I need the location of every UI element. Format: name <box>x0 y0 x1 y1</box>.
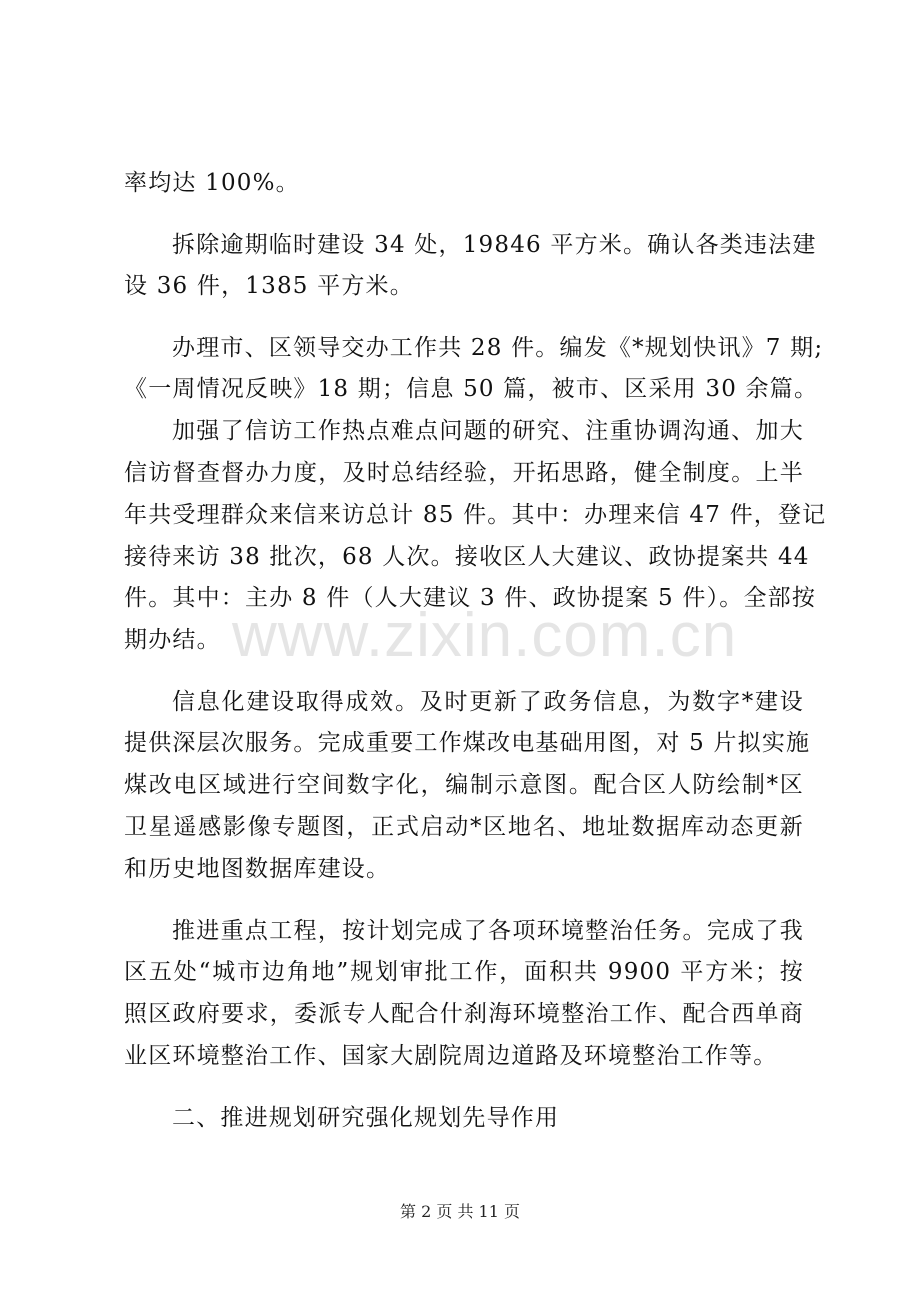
text-line: 和历史地图数据库建设。 <box>124 856 391 882</box>
text-line: 业区环境整治工作、国家大剧院周边道路及环境整治工作等。 <box>124 1043 778 1069</box>
watermark: www.zixin.com.cn <box>232 601 738 670</box>
text-line: 拆除逾期临时建设 34 处，19846 平方米。确认各类违法建 <box>172 232 817 258</box>
text-line: 推进重点工程，按计划完成了各项环境整治任务。完成了我 <box>172 918 804 944</box>
text-line: 卫星遥感影像专题图，正式启动*区地名、地址数据库动态更新 <box>124 814 804 840</box>
section-heading: 二、推进规划研究强化规划先导作用 <box>172 1105 560 1131</box>
text-line: 率均达 100%。 <box>124 170 300 196</box>
text-line: 照区政府要求，委派专人配合什刹海环境整治工作、配合西单商 <box>124 1001 804 1027</box>
page-number: 第 2 页 共 11 页 <box>400 1202 520 1221</box>
text-line: 区五处“城市边角地”规划审批工作，面积共 9900 平方米；按 <box>124 959 804 985</box>
text-line: 煤改电区域进行空间数字化，编制示意图。配合区人防绘制*区 <box>124 772 804 798</box>
text-line: 加强了信访工作热点难点问题的研究、注重协调沟通、加大 <box>172 418 804 444</box>
text-line: 设 36 件，1385 平方米。 <box>124 273 414 299</box>
text-line: 年共受理群众来信来访总计 85 件。其中：办理来信 47 件，登记 <box>124 502 827 528</box>
text-line: 信息化建设取得成效。及时更新了政务信息，为数字*建设 <box>172 689 804 715</box>
text-line: 接待来访 38 批次，68 人次。接收区人大建议、政协提案共 44 <box>124 544 810 570</box>
text-line: 《一周情况反映》18 期；信息 50 篇，被市、区采用 30 余篇。 <box>124 376 819 402</box>
text-line: 提供深层次服务。完成重要工作煤改电基础用图，对 5 片拟实施 <box>124 730 811 756</box>
text-line: 信访督查督办力度，及时总结经验，开拓思路，健全制度。上半 <box>124 460 804 486</box>
text-line: 件。其中：主办 8 件（人大建议 3 件、政协提案 5 件）。全部按 <box>124 585 817 611</box>
text-line: 期办结。 <box>124 627 221 653</box>
text-line: 办理市、区领导交办工作共 28 件。编发《*规划快讯》7 期; <box>172 335 824 361</box>
